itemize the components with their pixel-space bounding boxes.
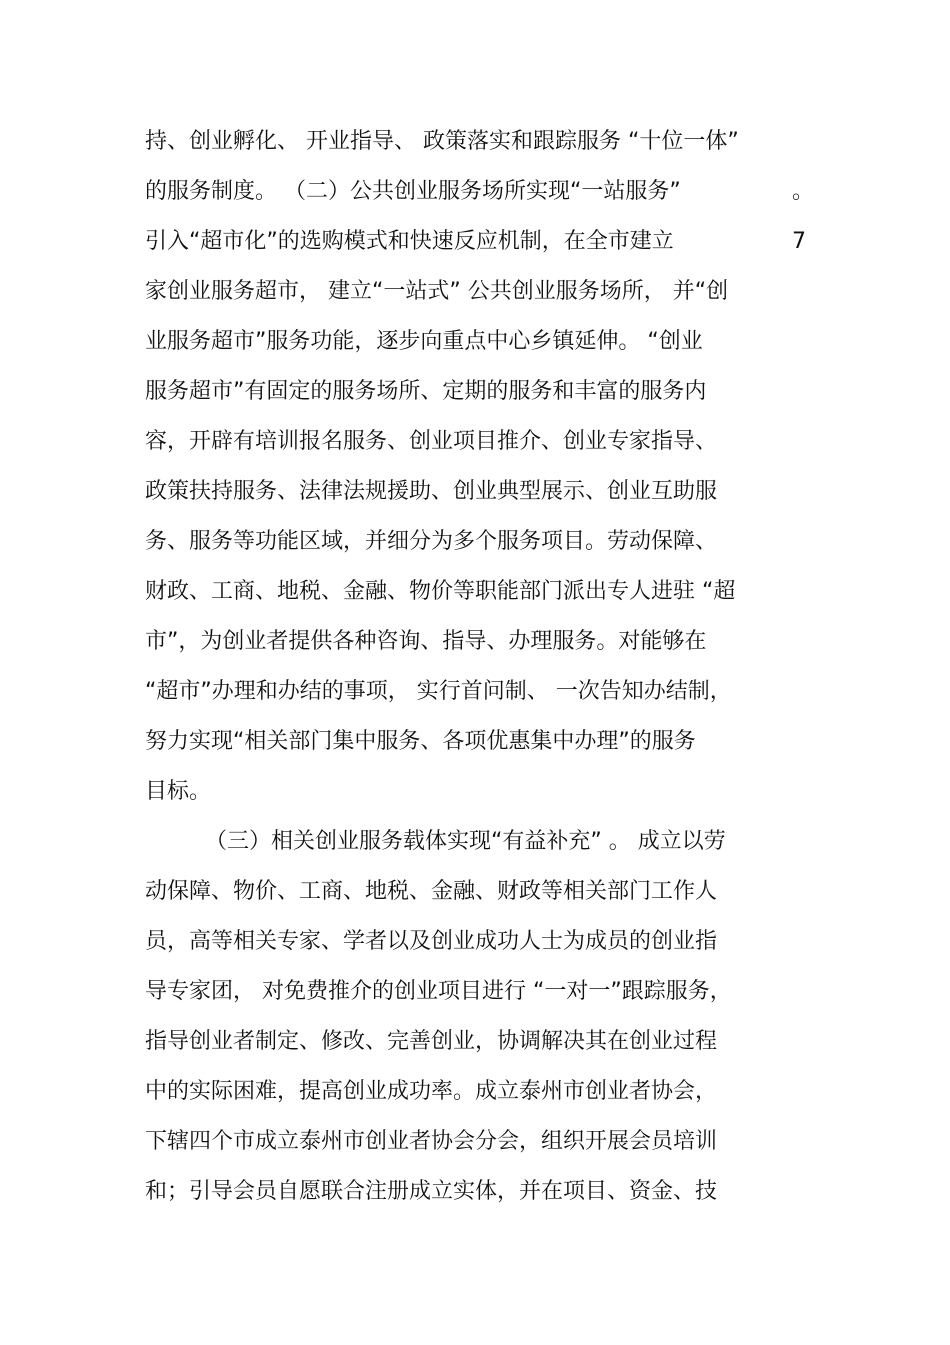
line-end-mark: 。 <box>792 179 815 204</box>
line-end-mark: 7 <box>792 229 806 254</box>
text-line: 容，开辟有培训报名服务、创业项目推介、创业专家指导、 <box>145 429 718 454</box>
text-line: “超市”办理和办结的事项， 实行首问制、 一次告知办结制， <box>145 679 732 704</box>
text-line: 中的实际困难，提高创业成功率。成立泰州市创业者协会， <box>145 1079 718 1104</box>
text-line: 动保障、物价、工商、地税、金融、财政等相关部门工作人 <box>145 879 718 904</box>
text-line: 市”，为创业者提供各种咨询、指导、办理服务。对能够在 <box>145 629 707 654</box>
text-line: 家创业服务超市， 建立“一站式” 公共创业服务场所， 并“创 <box>145 279 729 304</box>
text-line: 政策扶持服务、法律法规援助、创业典型展示、创业互助服 <box>145 479 718 504</box>
text-line: 业服务超市”服务功能，逐步向重点中心乡镇延伸。 “创业 <box>145 329 703 354</box>
text-line: 务、服务等功能区域，并细分为多个服务项目。劳动保障、 <box>145 529 718 554</box>
text-line: 引入“超市化”的选购模式和快速反应机制，在全市建立 <box>145 229 674 254</box>
text-line: 导专家团， 对免费推介的创业项目进行 “一对一”跟踪服务， <box>145 979 732 1004</box>
text-line: 下辖四个市成立泰州市创业者协会分会，组织开展会员培训 <box>145 1129 718 1154</box>
text-line: （三）相关创业服务载体实现“有益补充” 。 成立以劳 <box>205 829 726 854</box>
text-line: 服务超市”有固定的服务场所、定期的服务和丰富的服务内 <box>145 379 707 404</box>
text-line: 持、创业孵化、 开业指导、 政策落实和跟踪服务 “十位一体” <box>145 129 739 154</box>
text-line: 目标。 <box>145 779 212 804</box>
text-line: 员，高等相关专家、学者以及创业成功人士为成员的创业指 <box>145 929 718 954</box>
text-line: 和；引导会员自愿联合注册成立实体，并在项目、资金、技 <box>145 1179 718 1204</box>
text-line: 努力实现“相关部门集中服务、各项优惠集中办理”的服务 <box>145 729 696 754</box>
text-line: 指导创业者制定、修改、完善创业，协调解决其在创业过程 <box>145 1029 718 1054</box>
text-line: 的服务制度。 （二）公共创业服务场所实现“一站服务” <box>145 179 681 204</box>
text-line: 财政、工商、地税、金融、物价等职能部门派出专人进驻 “超 <box>145 579 736 604</box>
